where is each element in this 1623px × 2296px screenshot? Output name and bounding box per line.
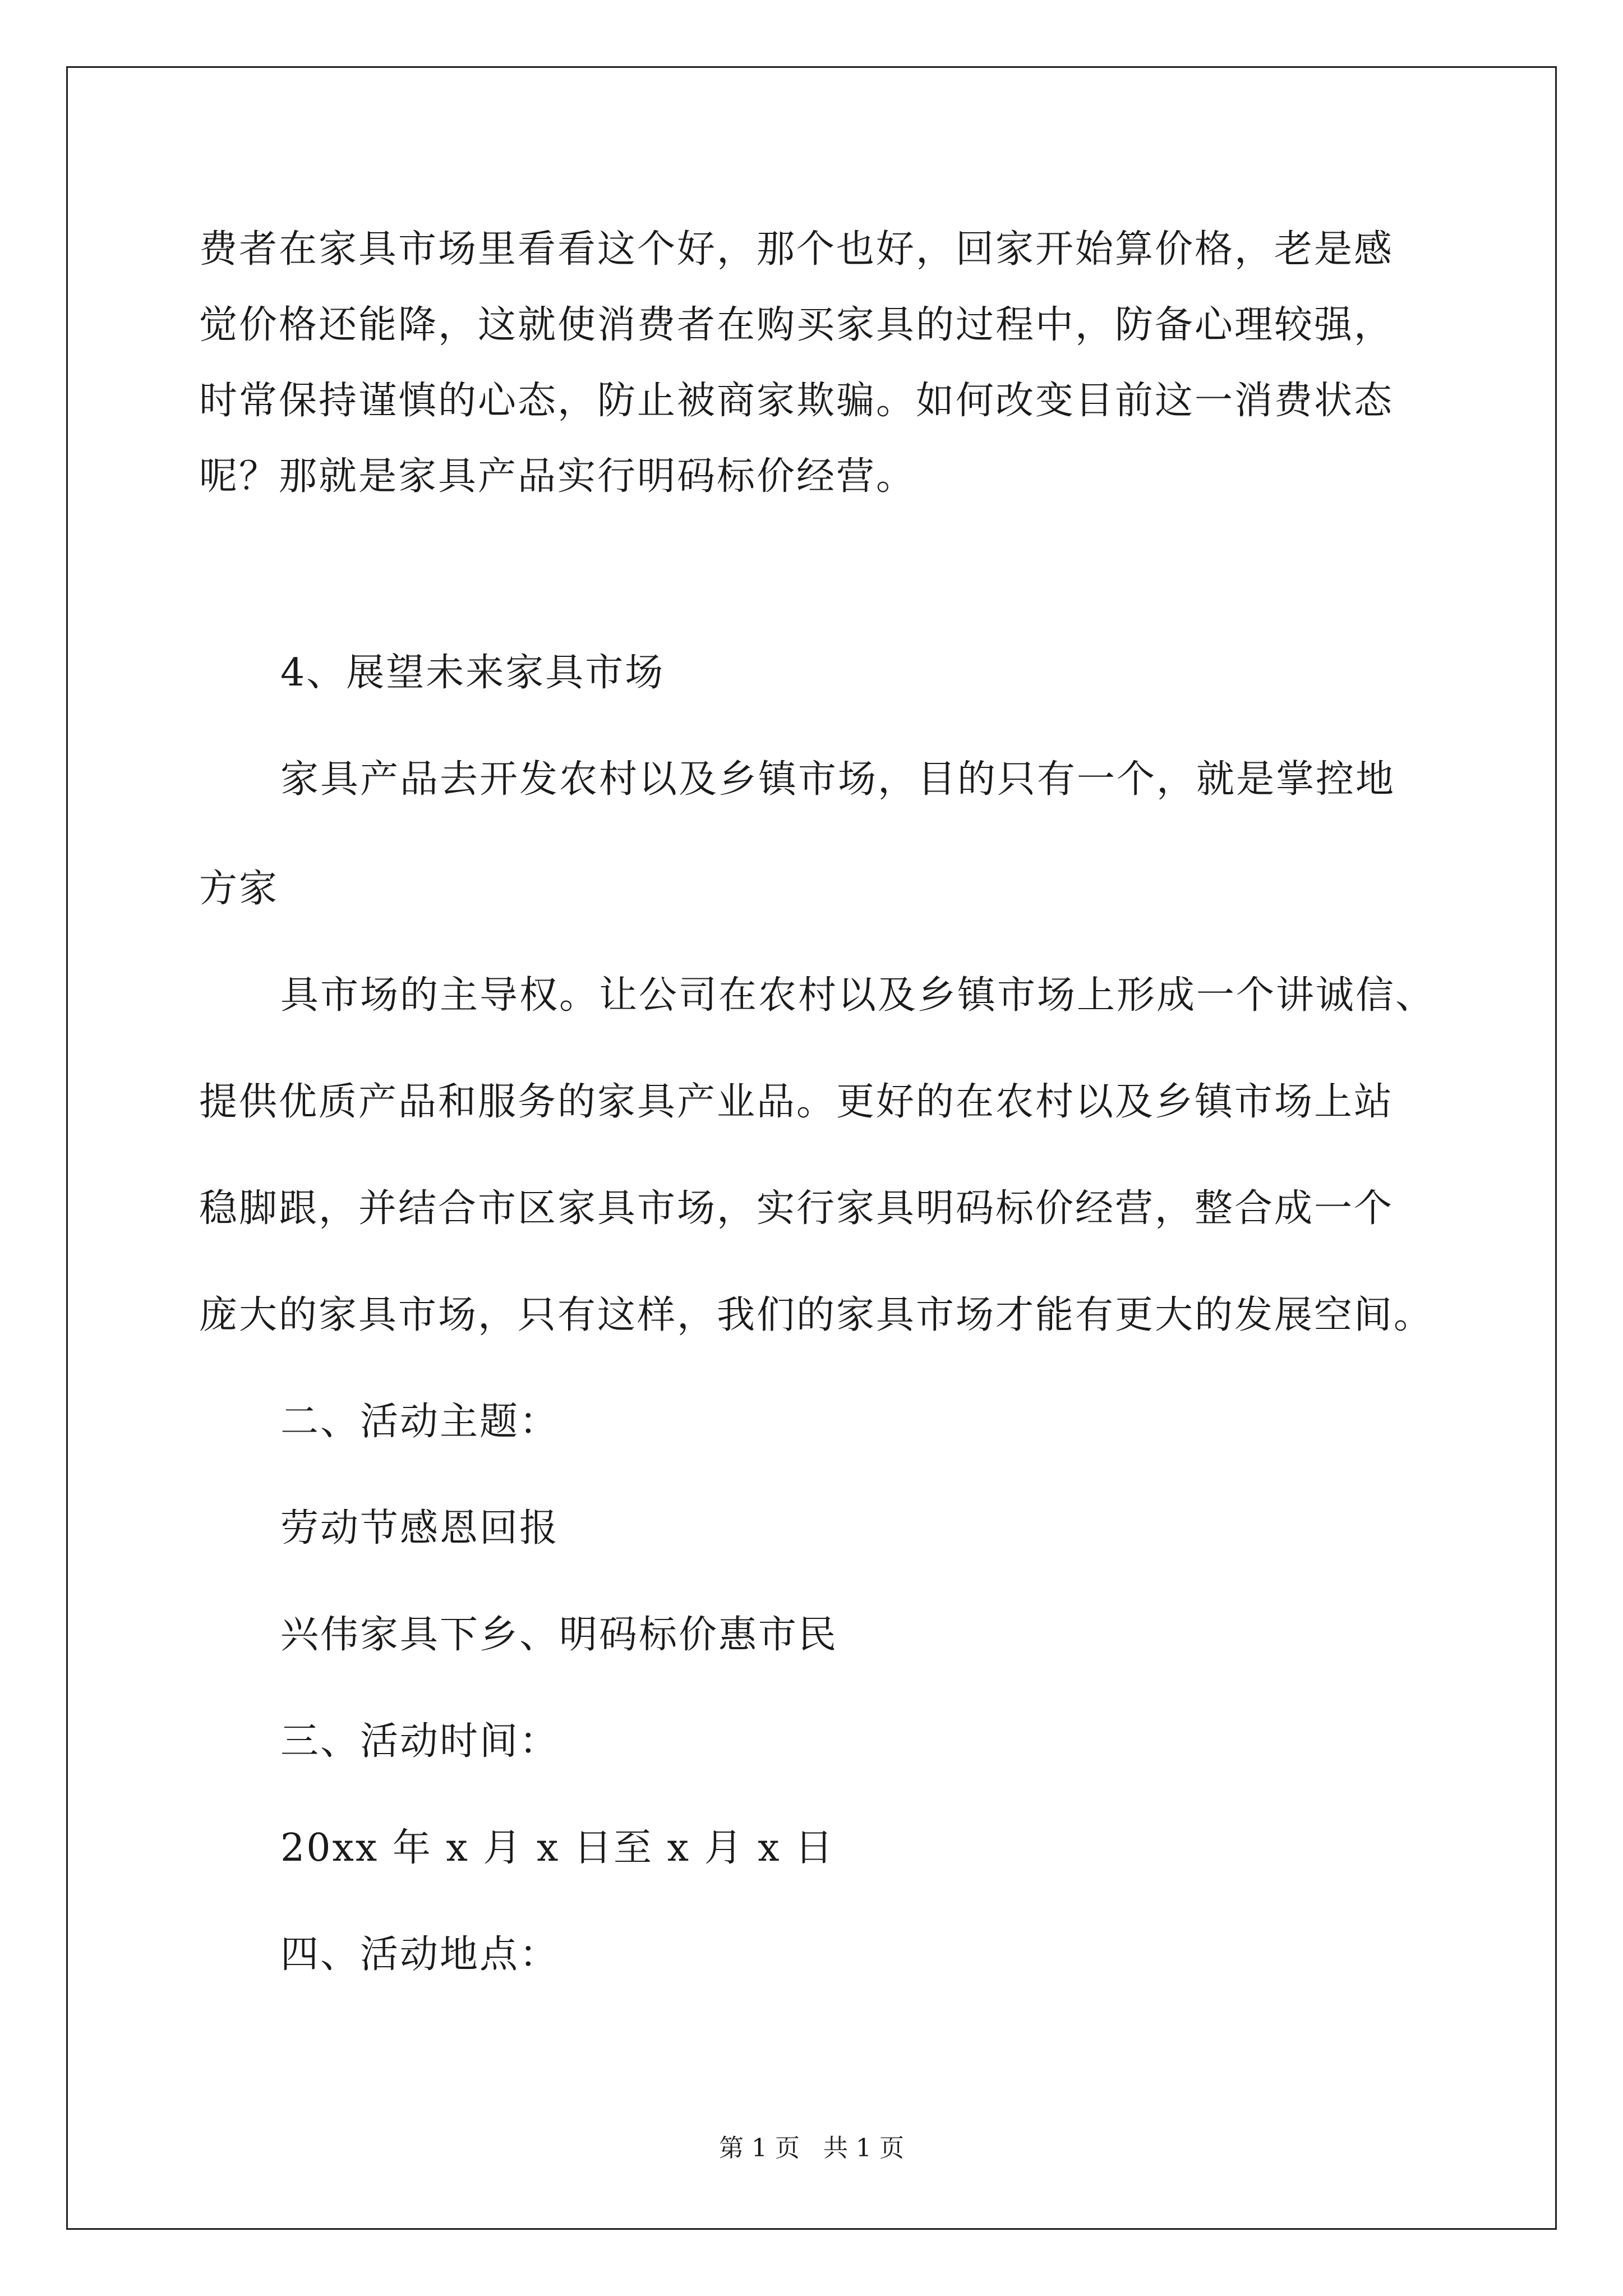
paragraph-start: 具市场的主导权。让公司在农村以及乡镇市场上形成一个讲诚信、 xyxy=(280,973,1436,1018)
page-footer: 第 1 页 共 1 页 xyxy=(719,2134,904,2162)
body-line: 提供优质产品和服务的家具产业品。更好的在农村以及乡镇市场上站 xyxy=(199,1080,1394,1124)
body-line: 稳脚跟，并结合市区家具市场，实行家具明码标价经营，整合成一个 xyxy=(199,1186,1394,1231)
section-heading: 4、展望未来家具市场 xyxy=(280,651,665,695)
body-line: 费者在家具市场里看看这个好，那个也好，回家开始算价格，老是感 xyxy=(199,227,1394,272)
body-line: 方家 xyxy=(199,867,279,911)
body-line: 时常保持谨慎的心态，防止被商家欺骗。如何改变目前这一消费状态 xyxy=(199,379,1394,423)
section-heading: 三、活动时间： xyxy=(280,1719,560,1764)
theme-line: 劳动节感恩回报 xyxy=(280,1506,560,1550)
body-line: 呢？那就是家具产品实行明码标价经营。 xyxy=(199,454,916,499)
date-line: 20xx 年 x 月 x 日至 x 月 x 日 xyxy=(280,1826,835,1870)
paragraph-start: 家具产品去开发农村以及乡镇市场，目的只有一个，就是掌控地 xyxy=(280,757,1396,802)
section-heading: 二、活动主题： xyxy=(280,1400,560,1444)
body-line: 觉价格还能降，这就使消费者在购买家具的过程中，防备心理较强， xyxy=(199,303,1394,347)
theme-line: 兴伟家具下乡、明码标价惠市民 xyxy=(280,1613,838,1657)
body-line: 庞大的家具市场，只有这样，我们的家具市场才能有更大的发展空间。 xyxy=(199,1293,1434,1337)
section-heading: 四、活动地点： xyxy=(280,1932,560,1977)
